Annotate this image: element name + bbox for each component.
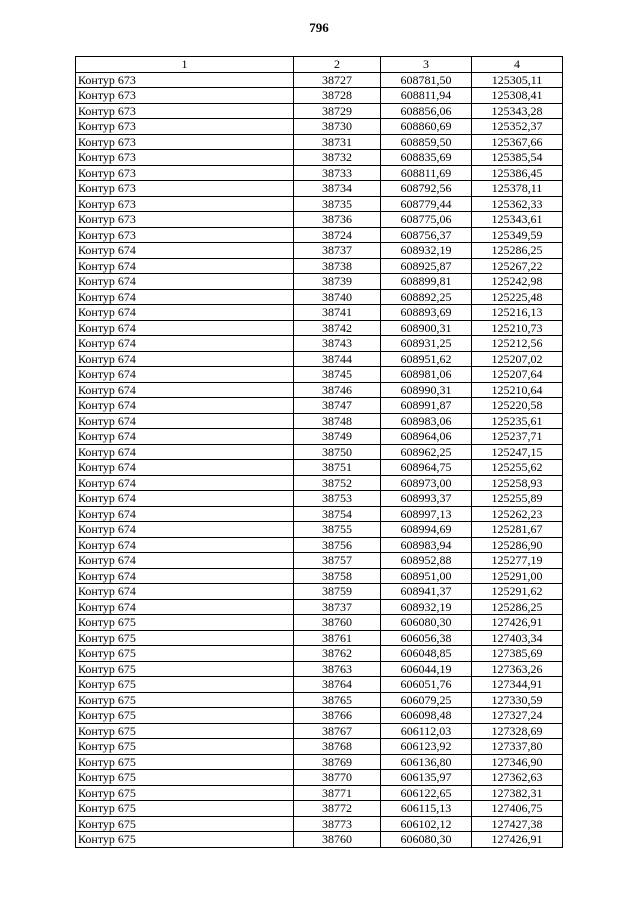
y-coordinate-cell: 125367,66 [472,134,563,150]
point-number-cell: 38738 [294,258,381,274]
y-coordinate-cell: 125262,23 [472,506,563,522]
contour-name-cell: Контур 674 [76,599,294,615]
contour-name-cell: Контур 674 [76,367,294,383]
contour-name-cell: Контур 675 [76,615,294,631]
point-number-cell: 38746 [294,382,381,398]
x-coordinate-cell: 608951,62 [381,351,472,367]
table-row [76,444,563,460]
contour-name-cell: Контур 674 [76,289,294,305]
x-coordinate-cell: 608779,44 [381,196,472,212]
y-coordinate-cell: 125220,58 [472,398,563,414]
point-number-cell: 38735 [294,196,381,212]
x-coordinate-cell: 606044,19 [381,661,472,677]
point-number-cell: 38749 [294,429,381,445]
y-coordinate-cell: 125343,28 [472,103,563,119]
y-coordinate-cell: 125291,00 [472,568,563,584]
y-coordinate-cell: 127362,63 [472,770,563,786]
point-number-cell: 38741 [294,305,381,321]
table-row [76,491,563,507]
x-coordinate-cell: 608981,06 [381,367,472,383]
x-coordinate-cell: 608860,69 [381,119,472,135]
point-number-cell: 38730 [294,119,381,135]
point-number-cell: 38751 [294,460,381,476]
contour-name-cell: Контур 675 [76,692,294,708]
y-coordinate-cell: 125255,62 [472,460,563,476]
point-number-cell: 38773 [294,816,381,832]
x-coordinate-cell: 608994,69 [381,522,472,538]
x-coordinate-cell: 606098,48 [381,708,472,724]
table-row [76,754,563,770]
column-header-2: 2 [294,57,381,73]
point-number-cell: 38762 [294,646,381,662]
table-row [76,723,563,739]
contour-name-cell: Контур 674 [76,584,294,600]
contour-name-cell: Контур 674 [76,413,294,429]
point-number-cell: 38731 [294,134,381,150]
table-row [76,320,563,336]
contour-name-cell: Контур 675 [76,801,294,817]
contour-name-cell: Контур 674 [76,258,294,274]
coordinates-table [75,56,563,848]
x-coordinate-cell: 608932,19 [381,243,472,259]
table-row [76,258,563,274]
contour-name-cell: Контур 674 [76,243,294,259]
table-row [76,661,563,677]
point-number-cell: 38733 [294,165,381,181]
point-number-cell: 38764 [294,677,381,693]
table-row [76,274,563,290]
table-row [76,522,563,538]
point-number-cell: 38742 [294,320,381,336]
contour-name-cell: Контур 673 [76,227,294,243]
y-coordinate-cell: 125255,89 [472,491,563,507]
point-number-cell: 38752 [294,475,381,491]
table-row [76,289,563,305]
table-row [76,460,563,476]
table-row [76,739,563,755]
contour-name-cell: Контур 674 [76,305,294,321]
contour-name-cell: Контур 674 [76,336,294,352]
contour-name-cell: Контур 675 [76,708,294,724]
point-number-cell: 38732 [294,150,381,166]
table-row [76,568,563,584]
column-header-3: 3 [381,57,472,73]
table-row [76,212,563,228]
x-coordinate-cell: 608941,37 [381,584,472,600]
x-coordinate-cell: 606122,65 [381,785,472,801]
table-header-row [76,57,563,73]
y-coordinate-cell: 125235,61 [472,413,563,429]
x-coordinate-cell: 608856,06 [381,103,472,119]
x-coordinate-cell: 608993,37 [381,491,472,507]
y-coordinate-cell: 127385,69 [472,646,563,662]
point-number-cell: 38761 [294,630,381,646]
table-row [76,119,563,135]
x-coordinate-cell: 606080,30 [381,615,472,631]
table-row [76,692,563,708]
y-coordinate-cell: 125308,41 [472,88,563,104]
x-coordinate-cell: 608952,88 [381,553,472,569]
point-number-cell: 38737 [294,599,381,615]
x-coordinate-cell: 608811,69 [381,165,472,181]
point-number-cell: 38758 [294,568,381,584]
contour-name-cell: Контур 674 [76,274,294,290]
y-coordinate-cell: 125291,62 [472,584,563,600]
table-row [76,181,563,197]
table-row [76,475,563,491]
x-coordinate-cell: 608991,87 [381,398,472,414]
y-coordinate-cell: 125386,45 [472,165,563,181]
table-row [76,196,563,212]
point-number-cell: 38748 [294,413,381,429]
table-row [76,553,563,569]
x-coordinate-cell: 608811,94 [381,88,472,104]
x-coordinate-cell: 606079,25 [381,692,472,708]
x-coordinate-cell: 608973,00 [381,475,472,491]
table-row [76,398,563,414]
y-coordinate-cell: 127426,91 [472,832,563,848]
point-number-cell: 38763 [294,661,381,677]
table-row [76,801,563,817]
contour-name-cell: Контур 675 [76,816,294,832]
y-coordinate-cell: 125378,11 [472,181,563,197]
y-coordinate-cell: 125216,13 [472,305,563,321]
point-number-cell: 38770 [294,770,381,786]
contour-name-cell: Контур 673 [76,88,294,104]
table-row [76,413,563,429]
y-coordinate-cell: 127363,26 [472,661,563,677]
table-row [76,832,563,848]
contour-name-cell: Контур 675 [76,646,294,662]
contour-name-cell: Контур 674 [76,351,294,367]
point-number-cell: 38729 [294,103,381,119]
point-number-cell: 38727 [294,72,381,88]
contour-name-cell: Контур 673 [76,165,294,181]
table-row [76,72,563,88]
table-row [76,367,563,383]
x-coordinate-cell: 608962,25 [381,444,472,460]
point-number-cell: 38728 [294,88,381,104]
x-coordinate-cell: 608990,31 [381,382,472,398]
contour-name-cell: Контур 675 [76,677,294,693]
contour-name-cell: Контур 674 [76,460,294,476]
x-coordinate-cell: 608964,06 [381,429,472,445]
contour-name-cell: Контур 674 [76,444,294,460]
x-coordinate-cell: 606048,85 [381,646,472,662]
y-coordinate-cell: 125305,11 [472,72,563,88]
contour-name-cell: Контур 675 [76,661,294,677]
table-row [76,785,563,801]
contour-name-cell: Контур 674 [76,568,294,584]
contour-name-cell: Контур 673 [76,103,294,119]
point-number-cell: 38767 [294,723,381,739]
x-coordinate-cell: 608900,31 [381,320,472,336]
column-header-4: 4 [472,57,563,73]
point-number-cell: 38734 [294,181,381,197]
table-row [76,584,563,600]
y-coordinate-cell: 127426,91 [472,615,563,631]
table-row [76,382,563,398]
point-number-cell: 38750 [294,444,381,460]
contour-name-cell: Контур 673 [76,196,294,212]
contour-name-cell: Контур 675 [76,754,294,770]
point-number-cell: 38759 [294,584,381,600]
x-coordinate-cell: 608983,94 [381,537,472,553]
contour-name-cell: Контур 674 [76,398,294,414]
contour-name-cell: Контур 675 [76,630,294,646]
contour-name-cell: Контур 674 [76,491,294,507]
contour-name-cell: Контур 675 [76,785,294,801]
table-row [76,150,563,166]
table-row [76,708,563,724]
x-coordinate-cell: 608964,75 [381,460,472,476]
point-number-cell: 38757 [294,553,381,569]
y-coordinate-cell: 125362,33 [472,196,563,212]
point-number-cell: 38756 [294,537,381,553]
y-coordinate-cell: 125277,19 [472,553,563,569]
contour-name-cell: Контур 674 [76,429,294,445]
y-coordinate-cell: 127382,31 [472,785,563,801]
y-coordinate-cell: 127346,90 [472,754,563,770]
table-row [76,646,563,662]
y-coordinate-cell: 125258,93 [472,475,563,491]
x-coordinate-cell: 606136,80 [381,754,472,770]
y-coordinate-cell: 127344,91 [472,677,563,693]
point-number-cell: 38765 [294,692,381,708]
y-coordinate-cell: 127330,59 [472,692,563,708]
x-coordinate-cell: 608892,25 [381,289,472,305]
y-coordinate-cell: 127328,69 [472,723,563,739]
x-coordinate-cell: 606056,38 [381,630,472,646]
y-coordinate-cell: 127327,24 [472,708,563,724]
x-coordinate-cell: 606112,03 [381,723,472,739]
contour-name-cell: Контур 674 [76,537,294,553]
x-coordinate-cell: 606135,97 [381,770,472,786]
point-number-cell: 38771 [294,785,381,801]
column-header-1: 1 [76,57,294,73]
point-number-cell: 38755 [294,522,381,538]
contour-name-cell: Контур 674 [76,382,294,398]
y-coordinate-cell: 125242,98 [472,274,563,290]
contour-name-cell: Контур 673 [76,72,294,88]
contour-name-cell: Контур 674 [76,475,294,491]
table-row [76,770,563,786]
y-coordinate-cell: 125286,25 [472,599,563,615]
y-coordinate-cell: 125343,61 [472,212,563,228]
y-coordinate-cell: 125237,71 [472,429,563,445]
x-coordinate-cell: 608756,37 [381,227,472,243]
point-number-cell: 38743 [294,336,381,352]
point-number-cell: 38769 [294,754,381,770]
contour-name-cell: Контур 673 [76,134,294,150]
table-row [76,630,563,646]
x-coordinate-cell: 606102,12 [381,816,472,832]
point-number-cell: 38740 [294,289,381,305]
contour-name-cell: Контур 674 [76,522,294,538]
x-coordinate-cell: 608792,56 [381,181,472,197]
point-number-cell: 38747 [294,398,381,414]
point-number-cell: 38772 [294,801,381,817]
table-row [76,134,563,150]
y-coordinate-cell: 125207,02 [472,351,563,367]
y-coordinate-cell: 127406,75 [472,801,563,817]
contour-name-cell: Контур 674 [76,320,294,336]
y-coordinate-cell: 125212,56 [472,336,563,352]
x-coordinate-cell: 608932,19 [381,599,472,615]
point-number-cell: 38768 [294,739,381,755]
table-row [76,103,563,119]
table-row [76,429,563,445]
x-coordinate-cell: 606080,30 [381,832,472,848]
y-coordinate-cell: 125210,64 [472,382,563,398]
table-body [76,72,563,847]
point-number-cell: 38744 [294,351,381,367]
contour-name-cell: Контур 674 [76,553,294,569]
x-coordinate-cell: 606123,92 [381,739,472,755]
y-coordinate-cell: 125207,64 [472,367,563,383]
y-coordinate-cell: 127403,34 [472,630,563,646]
x-coordinate-cell: 608835,69 [381,150,472,166]
y-coordinate-cell: 125281,67 [472,522,563,538]
contour-name-cell: Контур 675 [76,723,294,739]
table-row [76,351,563,367]
table-row [76,336,563,352]
contour-name-cell: Контур 675 [76,770,294,786]
y-coordinate-cell: 127427,38 [472,816,563,832]
y-coordinate-cell: 125210,73 [472,320,563,336]
y-coordinate-cell: 125385,54 [472,150,563,166]
table-row [76,165,563,181]
table-row [76,816,563,832]
contour-name-cell: Контур 673 [76,212,294,228]
x-coordinate-cell: 608781,50 [381,72,472,88]
table-row [76,243,563,259]
x-coordinate-cell: 606051,76 [381,677,472,693]
point-number-cell: 38739 [294,274,381,290]
y-coordinate-cell: 125286,25 [472,243,563,259]
y-coordinate-cell: 125225,48 [472,289,563,305]
table-row [76,305,563,321]
y-coordinate-cell: 127337,80 [472,739,563,755]
x-coordinate-cell: 608925,87 [381,258,472,274]
y-coordinate-cell: 125349,59 [472,227,563,243]
table-row [76,227,563,243]
point-number-cell: 38724 [294,227,381,243]
point-number-cell: 38754 [294,506,381,522]
point-number-cell: 38760 [294,832,381,848]
table-row [76,615,563,631]
x-coordinate-cell: 606115,13 [381,801,472,817]
x-coordinate-cell: 608983,06 [381,413,472,429]
point-number-cell: 38766 [294,708,381,724]
x-coordinate-cell: 608951,00 [381,568,472,584]
table-row [76,599,563,615]
contour-name-cell: Контур 675 [76,832,294,848]
table-row [76,537,563,553]
point-number-cell: 38737 [294,243,381,259]
y-coordinate-cell: 125247,15 [472,444,563,460]
contour-name-cell: Контур 673 [76,181,294,197]
table-row [76,677,563,693]
point-number-cell: 38736 [294,212,381,228]
point-number-cell: 38753 [294,491,381,507]
y-coordinate-cell: 125352,37 [472,119,563,135]
y-coordinate-cell: 125267,22 [472,258,563,274]
contour-name-cell: Контур 673 [76,150,294,166]
contour-name-cell: Контур 674 [76,506,294,522]
x-coordinate-cell: 608893,69 [381,305,472,321]
point-number-cell: 38760 [294,615,381,631]
contour-name-cell: Контур 673 [76,119,294,135]
contour-name-cell: Контур 675 [76,739,294,755]
table-row [76,88,563,104]
page-number: 796 [309,20,329,35]
x-coordinate-cell: 608997,13 [381,506,472,522]
point-number-cell: 38745 [294,367,381,383]
x-coordinate-cell: 608859,50 [381,134,472,150]
table-row [76,506,563,522]
x-coordinate-cell: 608931,25 [381,336,472,352]
x-coordinate-cell: 608899,81 [381,274,472,290]
y-coordinate-cell: 125286,90 [472,537,563,553]
x-coordinate-cell: 608775,06 [381,212,472,228]
